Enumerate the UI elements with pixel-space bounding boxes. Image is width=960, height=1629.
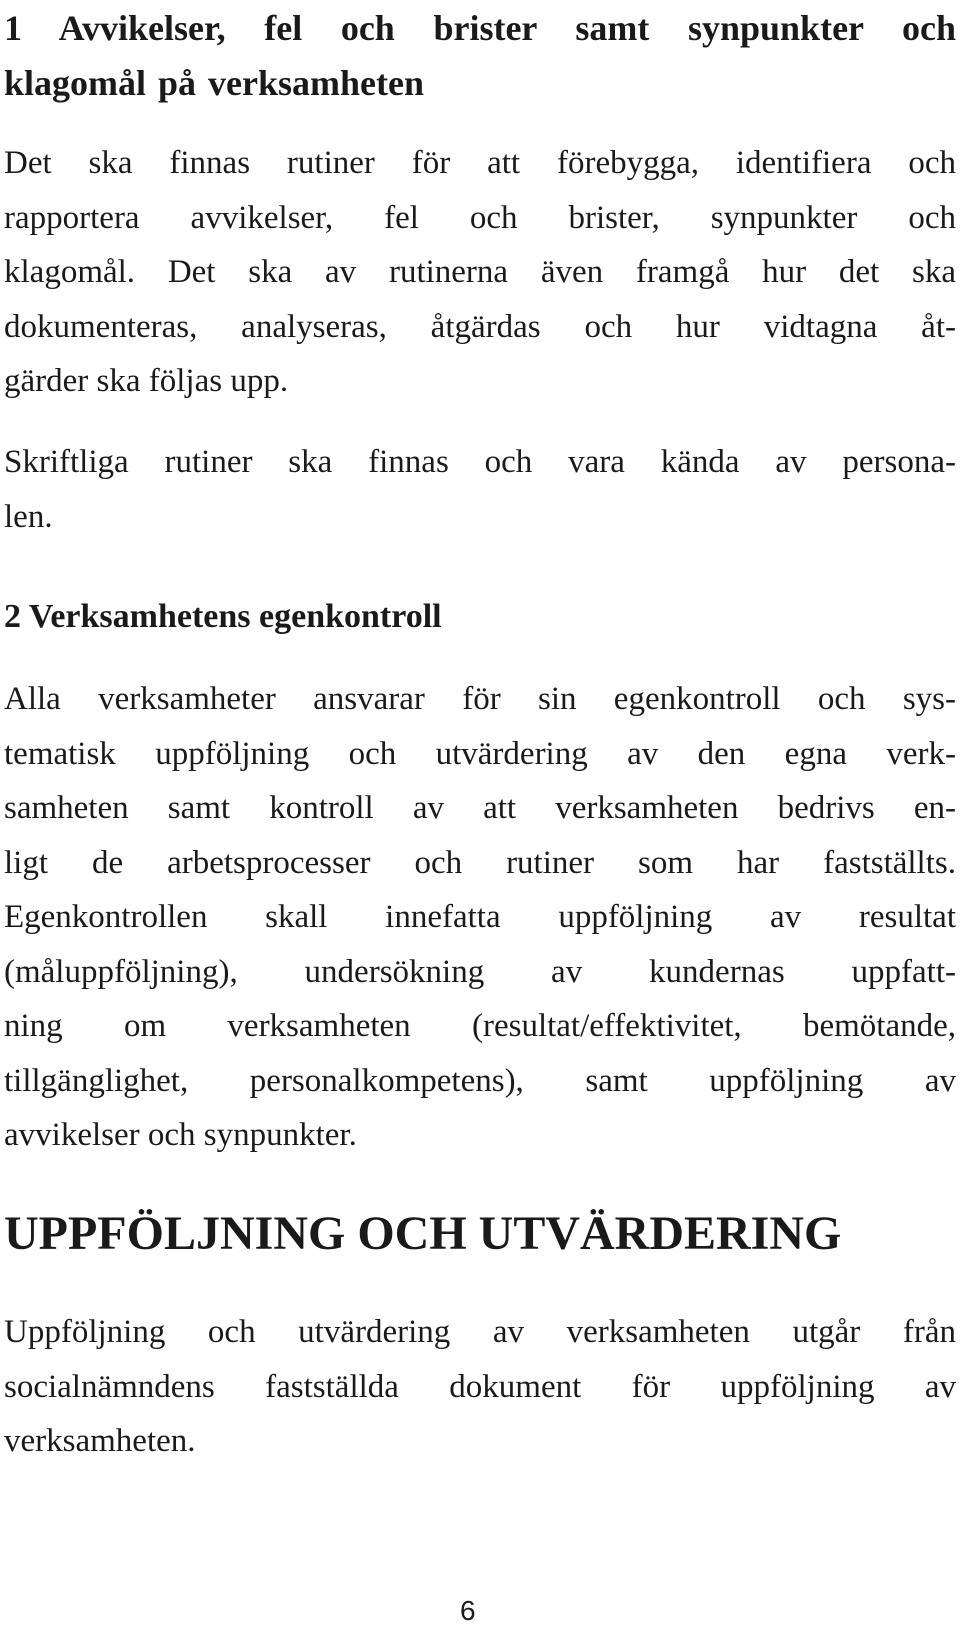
heading-line: klagomål på verksamheten	[4, 62, 424, 103]
text-line: verksamheten.	[4, 1423, 196, 1459]
section-1-heading	[4, 0, 956, 109]
text-line: Skriftliga rutiner ska finnas och vara kända av persona-	[4, 444, 956, 480]
text-line: Egenkontrollen skall innefatta uppföljning av resultat	[4, 899, 956, 935]
text-line: Det ska finnas rutiner för att förebygga, identifiera och	[4, 145, 956, 181]
text-line: gärder ska följas upp.	[4, 363, 289, 399]
heading-line: 1 Avvikelser, fel och brister samt synpunkter och	[4, 8, 956, 48]
text-line: rapportera avvikelser, fel och brister, synpunkter och	[4, 199, 956, 236]
text-line: Alla verksamheter ansvarar för sin egenkontroll och sys-	[4, 681, 956, 717]
text-line: ning om verksamheten (resultat/effektivitet, bemötande,	[4, 1008, 956, 1044]
text-line: tematisk uppföljning och utvärdering av den egna verk-	[4, 735, 956, 772]
section-3-paragraph	[4, 1305, 956, 1469]
text-line: socialnämndens fastställda dokument för uppföljning av	[4, 1368, 956, 1405]
section-3-heading: UPPFÖLJNING OCH UTVÄRDERING	[4, 1207, 842, 1260]
text-line: ligt de arbetsprocesser och rutiner som har fastställts.	[4, 844, 956, 881]
section-1-paragraph-2	[4, 435, 956, 544]
text-line: Uppföljning och utvärdering av verksamheten utgår från	[4, 1314, 956, 1350]
text-line: klagomål. Det ska av rutinerna även framgå hur det ska	[4, 254, 956, 290]
page-number: 6	[460, 1595, 476, 1626]
text-line: samheten samt kontroll av att verksamheten bedrivs en-	[4, 790, 956, 826]
text-line: avvikelser och synpunkter.	[4, 1117, 357, 1153]
section-2-heading: 2 Verksamhetens egenkontroll	[4, 598, 442, 635]
text-line: tillgänglighet, personalkompetens), samt uppföljning av	[4, 1062, 956, 1099]
text-line: dokumenteras, analyseras, åtgärdas och hur vidtagna åt-	[4, 308, 956, 345]
text-line: (måluppföljning), undersökning av kundernas uppfatt-	[4, 953, 956, 990]
text-line: len.	[4, 498, 53, 535]
section-1-paragraph-1	[4, 136, 956, 409]
section-2-paragraph	[4, 672, 956, 1163]
